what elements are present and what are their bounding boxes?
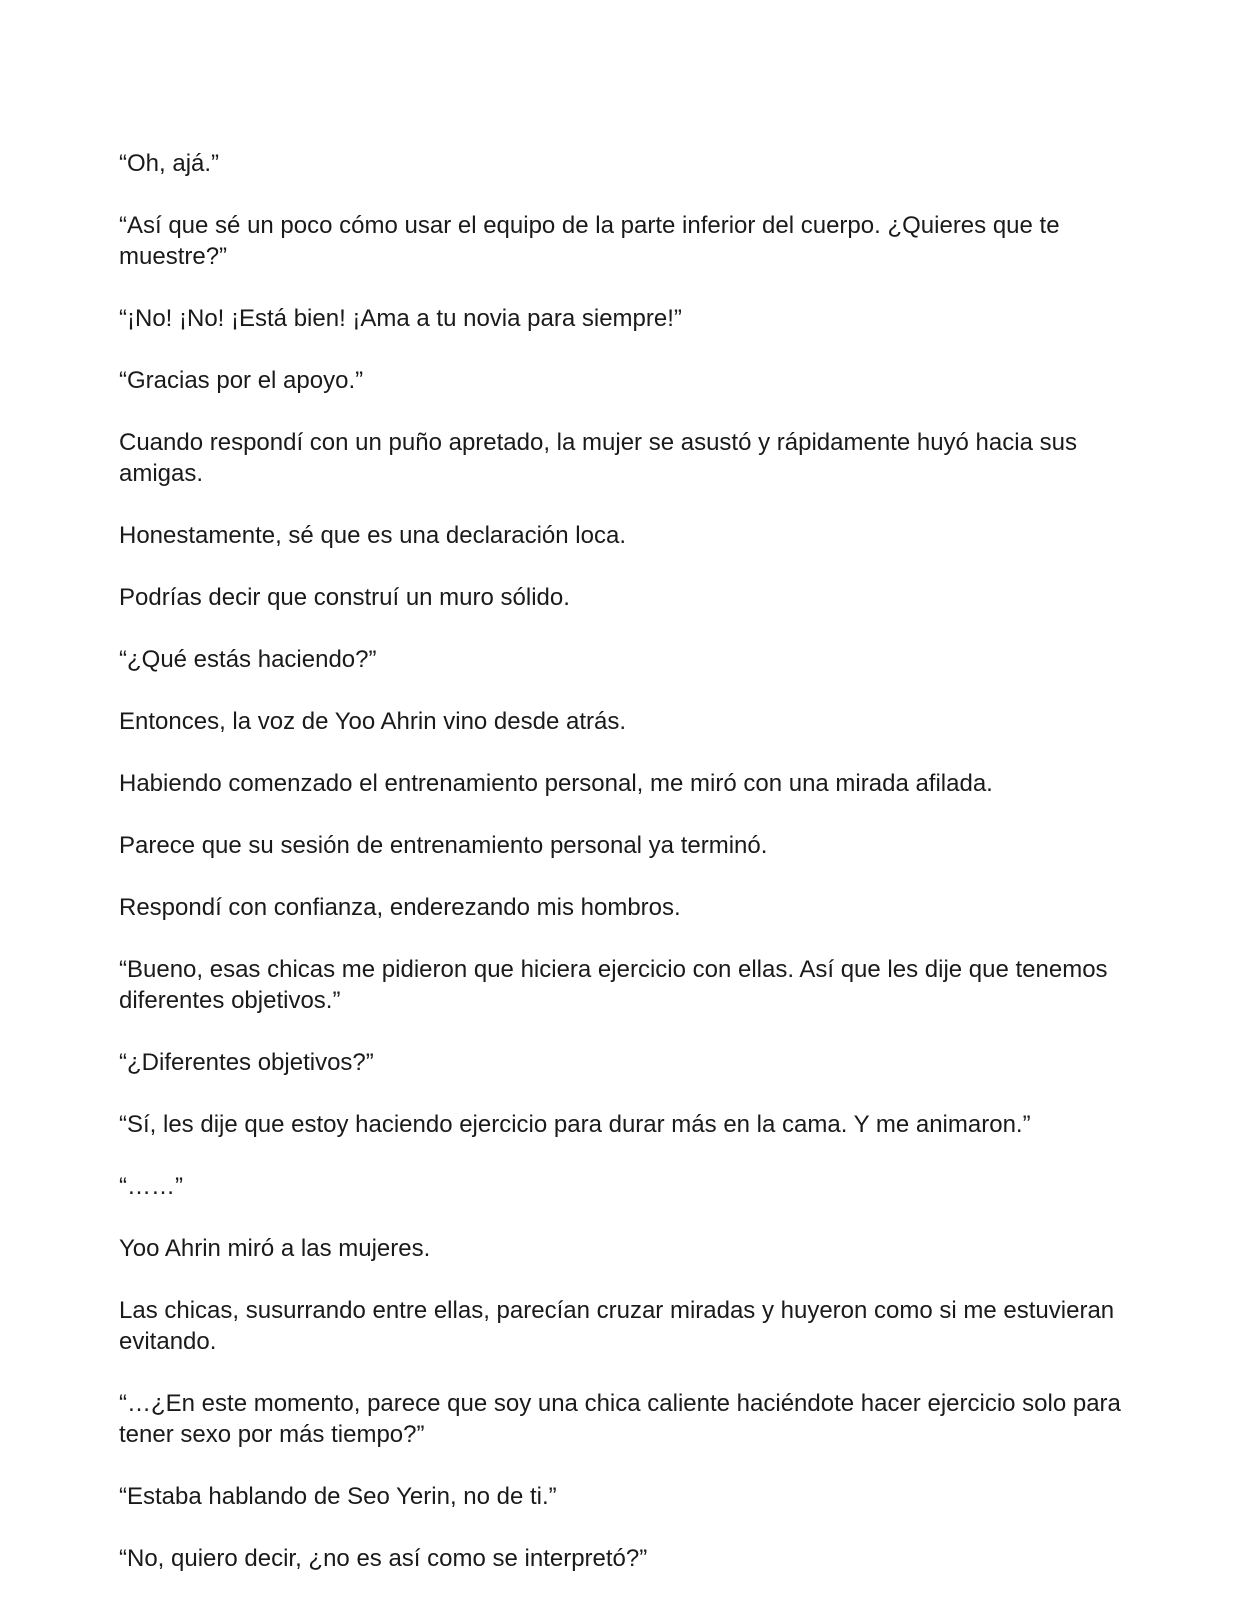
paragraph: Yoo Ahrin miró a las mujeres. bbox=[119, 1235, 431, 1262]
paragraph: “¡No! ¡No! ¡Está bien! ¡Ama a tu novia para siempre!” bbox=[119, 305, 682, 332]
paragraph: “Estaba hablando de Seo Yerin, no de ti.” bbox=[119, 1483, 557, 1510]
paragraph: “¿Qué estás haciendo?” bbox=[119, 646, 377, 673]
paragraph: Habiendo comenzado el entrenamiento personal, me miró con una mirada afilada. bbox=[119, 770, 993, 797]
paragraph: “Gracias por el apoyo.” bbox=[119, 367, 364, 394]
paragraph: Respondí con confianza, enderezando mis hombros. bbox=[119, 894, 681, 921]
paragraph: “Oh, ajá.” bbox=[119, 150, 220, 177]
paragraph: “Bueno, esas chicas me pidieron que hiciera ejercicio con ellas. Así que les dije que tenemos diferentes objetivos.” bbox=[119, 956, 1108, 1014]
paragraph: “Sí, les dije que estoy haciendo ejercicio para durar más en la cama. Y me animaron.” bbox=[119, 1111, 1031, 1138]
document-body bbox=[119, 148, 1129, 1605]
paragraph: “……” bbox=[119, 1173, 183, 1200]
paragraph: Parece que su sesión de entrenamiento personal ya terminó. bbox=[119, 832, 768, 859]
paragraph: “No, quiero decir, ¿no es así como se interpretó?” bbox=[119, 1545, 648, 1572]
paragraph: Honestamente, sé que es una declaración loca. bbox=[119, 522, 626, 549]
paragraph: “…¿En este momento, parece que soy una chica caliente haciéndote hacer ejercicio solo para tener sexo por más tiempo?” bbox=[119, 1390, 1121, 1448]
paragraph: Entonces, la voz de Yoo Ahrin vino desde atrás. bbox=[119, 708, 627, 735]
paragraph: “Así que sé un poco cómo usar el equipo de la parte inferior del cuerpo. ¿Quieres que te muestre?” bbox=[119, 212, 1060, 270]
paragraph: “¿Diferentes objetivos?” bbox=[119, 1049, 374, 1076]
paragraph: Podrías decir que construí un muro sólido. bbox=[119, 584, 570, 611]
paragraph: Las chicas, susurrando entre ellas, parecían cruzar miradas y huyeron como si me estuvieran evitando. bbox=[119, 1297, 1115, 1355]
paragraph: Cuando respondí con un puño apretado, la mujer se asustó y rápidamente huyó hacia sus amigas. bbox=[119, 429, 1077, 487]
